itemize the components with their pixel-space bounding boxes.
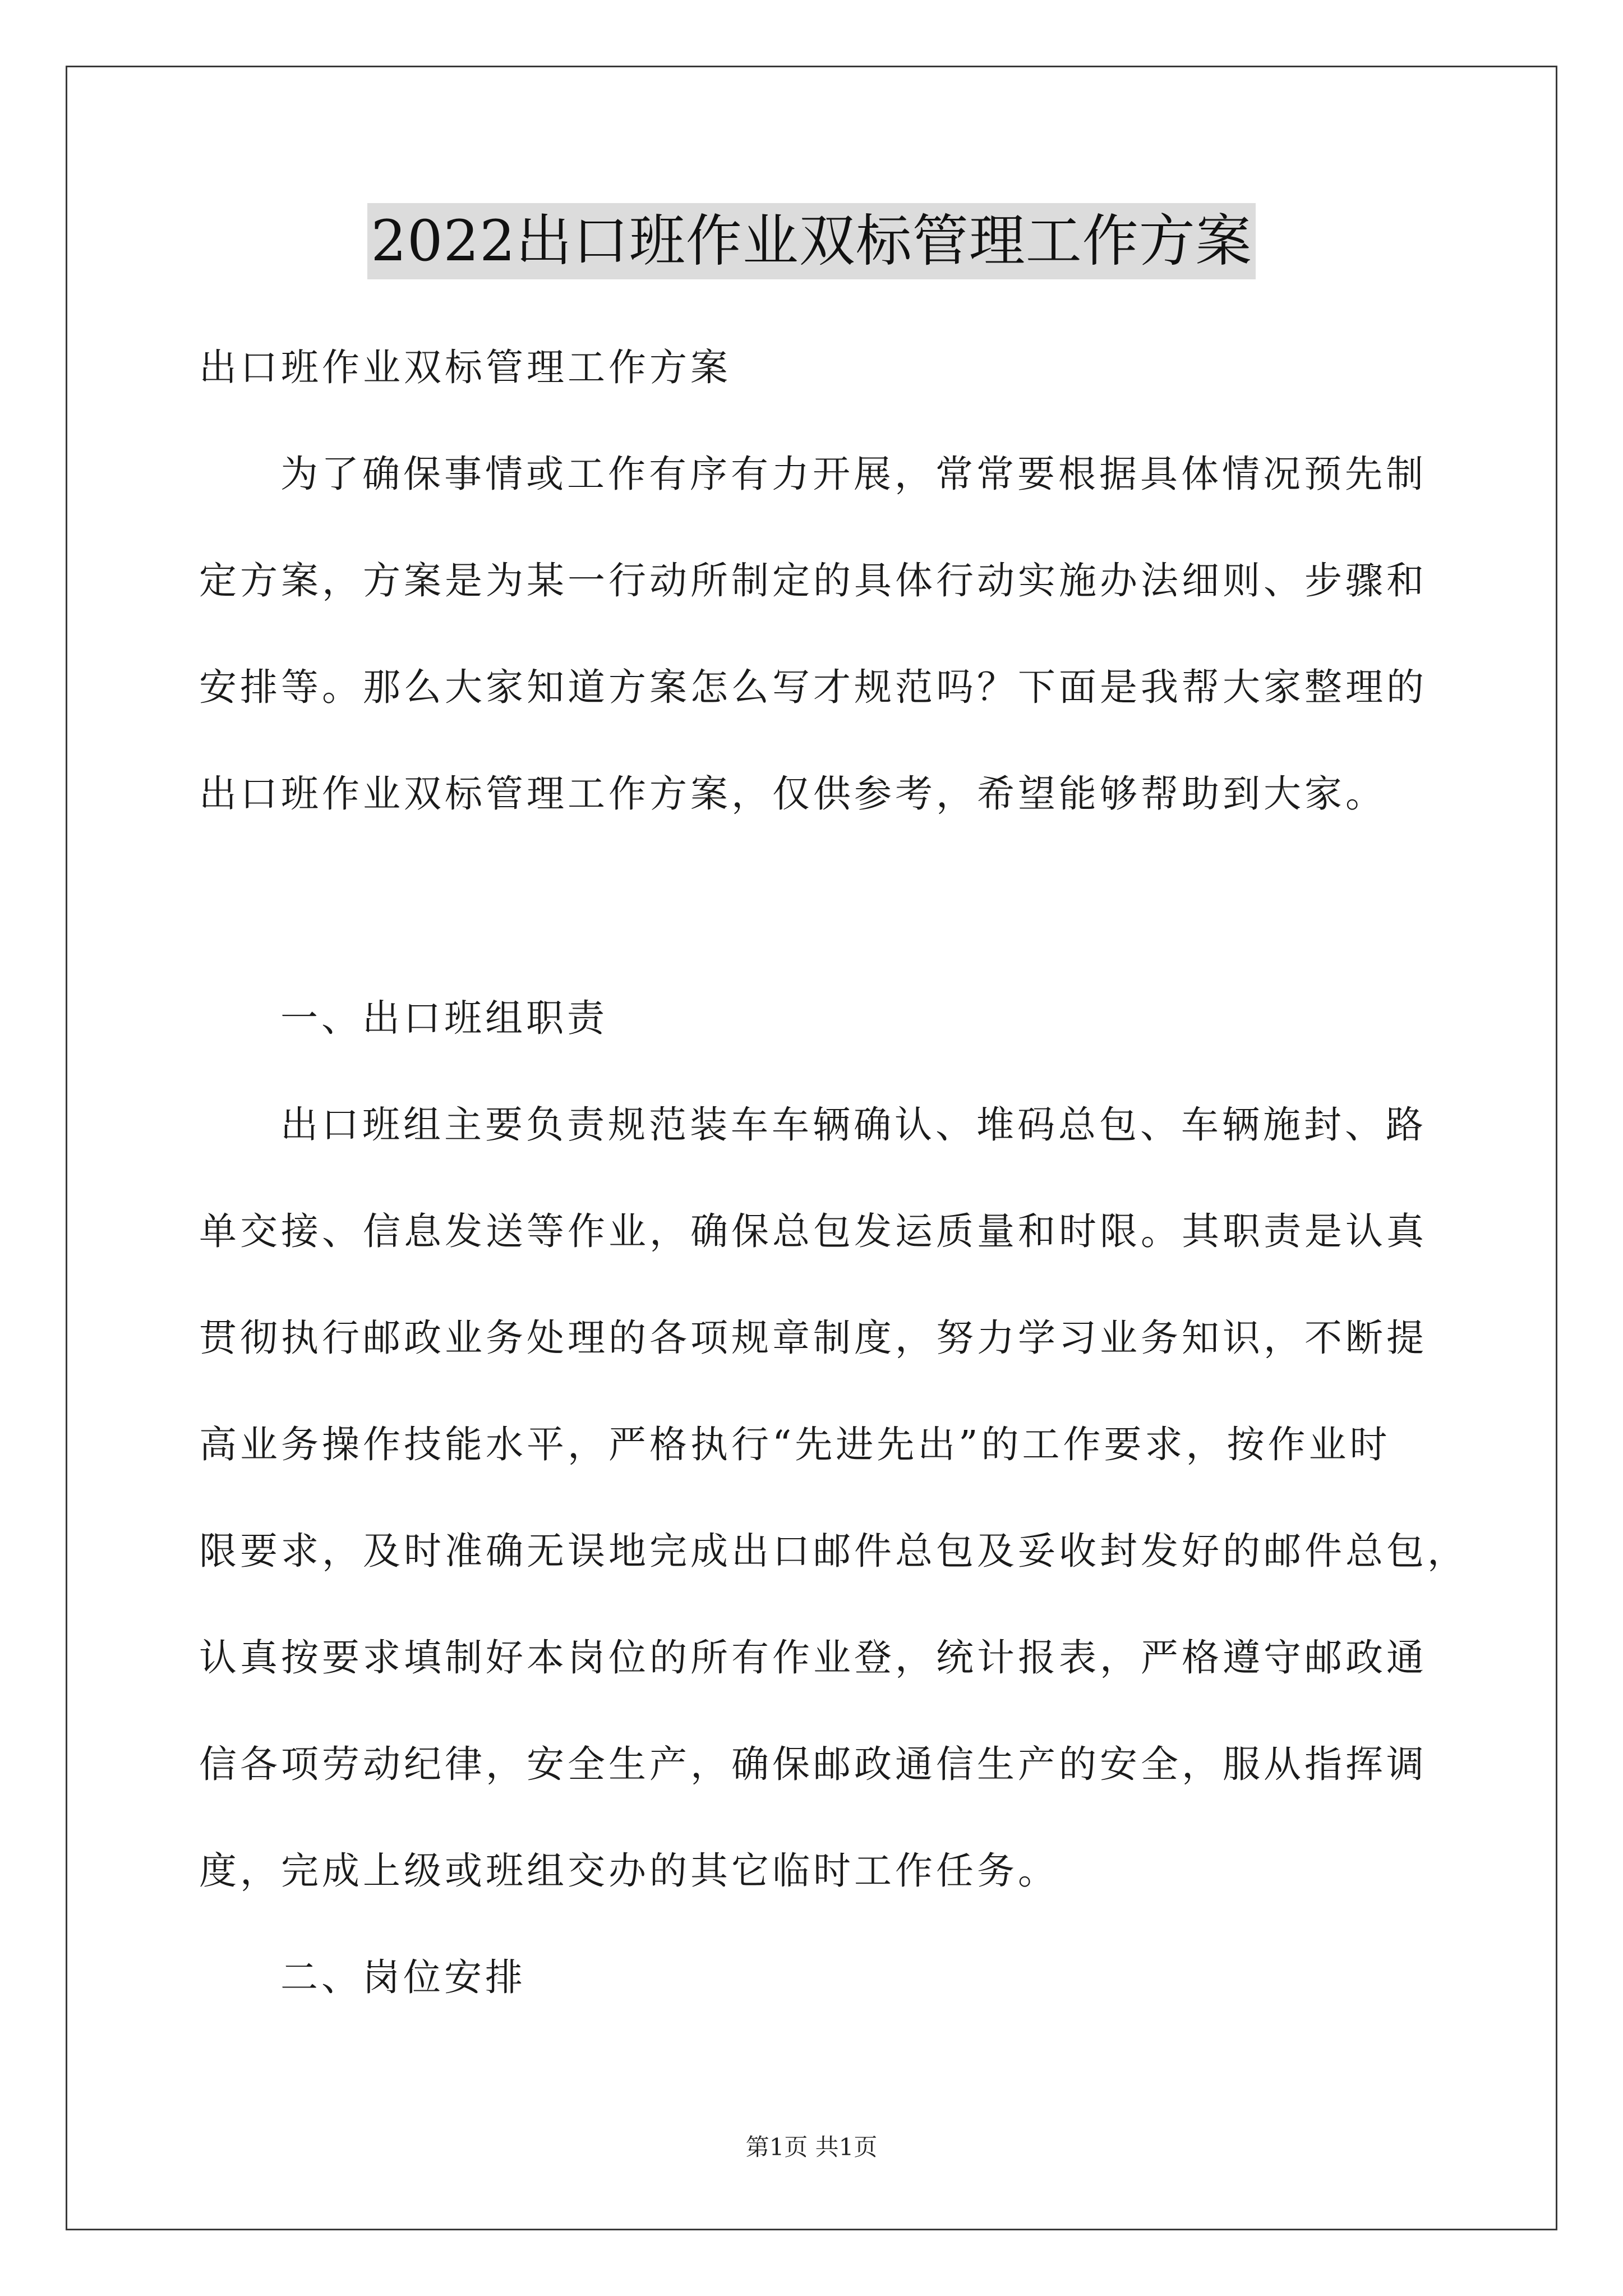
paragraph-line: 为了确保事情或工作有序有力开展，常常要根据具体情况预先制 [280,452,1427,496]
paragraph-line: 贯彻执行邮政业务处理的各项规章制度，努力学习业务知识，不断提 [199,1316,1427,1360]
title-container [0,203,1623,279]
paragraph-line: 出口班组主要负责规范装车车辆确认、堆码总包、车辆施封、路 [280,1103,1427,1147]
paragraph-line: 限要求，及时准确无误地完成出口邮件总包及妥收封发好的邮件总包， [199,1529,1468,1573]
section-heading: 二、岗位安排 [280,1955,526,1999]
page-number-footer: 第1页 共1页 [745,2133,878,2161]
paragraph-line: 出口班作业双标管理工作方案，仅供参考，希望能够帮助到大家。 [199,772,1386,816]
paragraph-line: 认真按要求填制好本岗位的所有作业登，统计报表，严格遵守邮政通 [199,1636,1427,1680]
paragraph-line: 高业务操作技能水平，严格执行“先进先出”的工作要求，按作业时 [199,1423,1391,1466]
paragraph-line: 安排等。那么大家知道方案怎么写才规范吗？下面是我帮大家整理的 [199,665,1427,709]
section-heading: 一、出口班组职责 [280,996,608,1040]
document-title: 2022出口班作业双标管理工作方案 [367,203,1256,279]
paragraph-line: 信各项劳动纪律，安全生产，确保邮政通信生产的安全，服从指挥调 [199,1742,1427,1786]
paragraph-line: 定方案，方案是为某一行动所制定的具体行动实施办法细则、步骤和 [199,559,1427,602]
paragraph-line: 度，完成上级或班组交办的其它临时工作任务。 [199,1849,1059,1893]
subtitle-line: 出口班作业双标管理工作方案 [199,346,731,389]
paragraph-line: 单交接、信息发送等作业，确保总包发运质量和时限。其职责是认真 [199,1209,1427,1253]
